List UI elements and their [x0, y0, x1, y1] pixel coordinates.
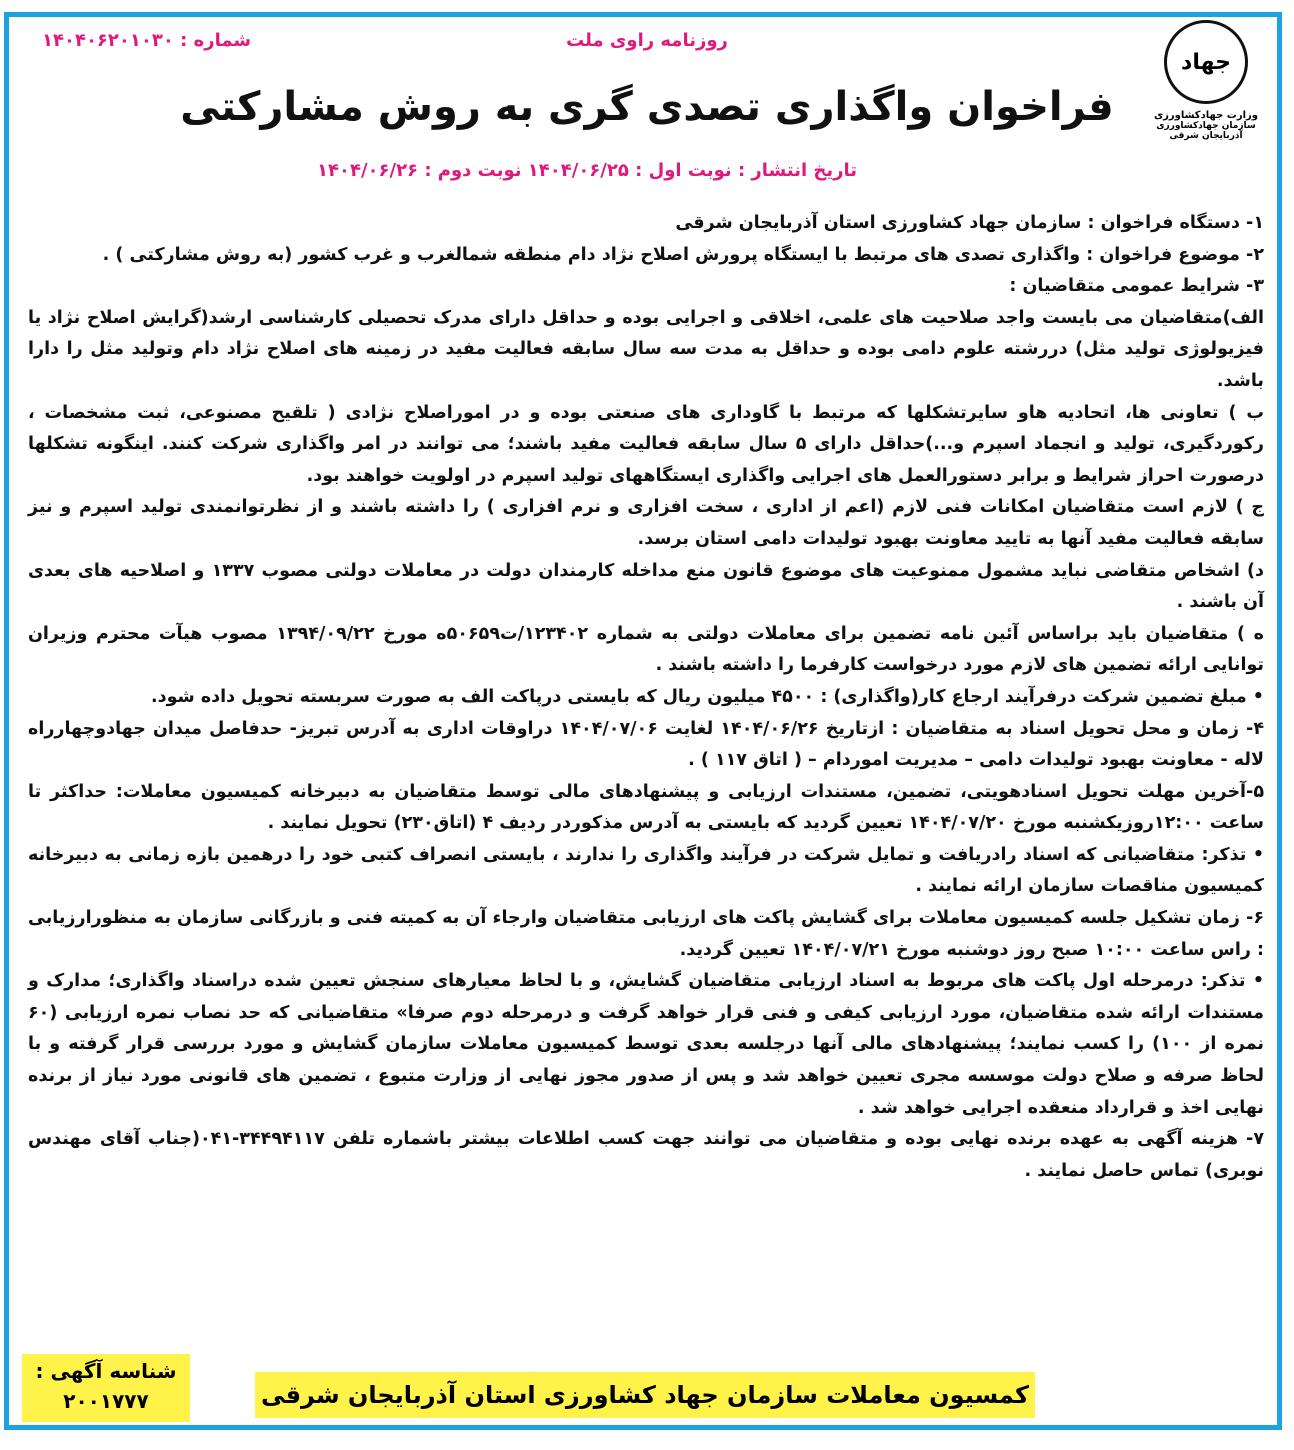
- ad-id-box: [22, 1354, 190, 1422]
- ad-id-label: شناسه آگهی :: [35, 1359, 177, 1383]
- paragraph: • مبلغ تضمین شرکت درفرآیند ارجاع کار(واگذاری) : ۴۵۰۰ میلیون ریال که بایستی درپاکت الف به صورت سربسته تحویل داده شود.: [150, 686, 1264, 707]
- paragraph: ۳- شرایط عمومی متقاضیان :: [1009, 276, 1264, 297]
- paragraph: • تذکر: متقاضیانی که اسناد رادریافت و تمایل شرکت در فرآیند واگذاری را ندارند ، بایستی انصراف کتبی خود را درهمین بازه زمانی به دبیرخانه کمیسیون مناقصات سازمان ارائه نمایند .: [28, 844, 1264, 897]
- paragraph: د) اشخاص متقاضی نباید مشمول ممنوعیت های موضوع قانون منع مداخله کارمندان دولت در معاملات دولتی مصوب ۱۳۳۷ و اصلاحیه های بعدی آن باشند .: [28, 560, 1265, 613]
- paragraph: ۷- هزینه آگهی به عهده برنده نهایی بوده و متقاضیان می توانند جهت کسب اطلاعات بیشتر باشماره تلفن ۳۴۴۹۴۱۱۷-۰۴۱(جناب آقای مهندس نوبری) تماس حاصل نمایند .: [28, 1129, 1265, 1181]
- announcement-body: [28, 208, 1264, 1187]
- paragraph: ۶- زمان تشکیل جلسه کمیسیون معاملات برای گشایش پاکت های ارزیابی متقاضیان وارجاء آن به کمیته فنی و بازرگانی سازمان به منظورارزیابی : راس ساعت ۱۰:۰۰ صبح روز دوشنبه مورخ ۱۴۰۴/۰۷/۲۱ تعیین گردید.: [28, 908, 1264, 960]
- paragraph: ۱- دستگاه فراخوان : سازمان جهاد کشاورزی استان آذربایجان شرقی: [675, 213, 1264, 233]
- publication-dates: تاریخ انتشار : نوبت اول : ۱۴۰۴/۰۶/۲۵ نوبت دوم : ۱۴۰۴/۰۶/۲۶: [317, 160, 857, 181]
- paragraph: ج ) لازم است متقاضیان امکانات فنی لازم (اعم از اداری ، سخت افزاری و نرم افزاری ) را داشته باشند و از نظرتوانمندی تولید اسپرم و نیز سابقه فعالیت مفید آنها به تایید معاونت بهبود تولیدات دامی استان برسد.: [28, 497, 1264, 549]
- page-title: فراخوان واگذاری تصدی گری به روش مشارکتی: [180, 84, 1114, 130]
- paragraph: الف)متقاضیان می بایست واجد صلاحیت های علمی، اخلاقی و اجرایی بوده و حداقل دارای مدرک تحصیلی کارشناسی ارشد(گرایش اصلاح نژاد یا فیزیولوژی تولید مثل) دررشته علوم دامی بوده و حداقل به مدت سه سال سابقه فعالیت مفید در زمینه های اصلاح نژاد دام وتولید مثل را دارا باشد.: [28, 307, 1264, 391]
- paragraph: ب ) تعاونی ها، اتحادیه هاو سایرتشکلها که مرتبط با گاوداری های صنعتی بوده و در اموراصلاح نژادی ( تلقیح مصنوعی، ثبت مشخصات ، رکوردگیری، تولید و انجماد اسپرم و...)حداقل دارای ۵ سال سابقه فعالیت مفید باشند؛ می توانند در امر واگذاری شرکت کنند. اینگونه تشکلها درصورت احراز شرایط و برابر دستورالعمل های اجرایی واگذاری ایستگاههای تولید اسپرم در اولویت خواهند بود.: [28, 402, 1264, 486]
- paragraph: ه ) متقاضیان باید براساس آئین نامه تضمین برای معاملات دولتی به شماره ۱۲۳۴۰۲/ت۵۰۶۵۹ه مورخ ۱۳۹۴/۰۹/۲۲ مصوب هیآت محترم وزیران توانایی ارائه تضمین های لازم مورد درخواست کارفرما را داشته باشند .: [28, 623, 1264, 676]
- newspaper-name: روزنامه راوی ملت: [566, 30, 728, 51]
- paragraph: ۲- موضوع فراخوان : واگذاری تصدی های مرتبط با ایستگاه پرورش اصلاح نژاد دام منطقه شمالغرب و غرب کشور (به روش مشارکتی ) .: [102, 244, 1264, 265]
- logo-organization-name: سازمان جهادکشاورزی آذربایجان شرقی: [1156, 121, 1256, 141]
- ad-number: [42, 30, 251, 51]
- paragraph: ۴- زمان و محل تحویل اسناد به متقاضیان : ازتاریخ ۱۴۰۴/۰۶/۲۶ لغایت ۱۴۰۴/۰۷/۰۶ دراوقات اداری به آدرس تبریز- حدفاصل میدان جهادوچهارراه لاله - معاونت بهبود تولیدات دامی – مدیریت اموردام – ( اتاق ۱۱۷ ) .: [28, 718, 1264, 771]
- paragraph: ۵-آخرین مهلت تحویل اسنادهویتی، تضمین، مستندات ارزیابی و پیشنهادهای مالی توسط متقاضیان به دبیرخانه کمیسیون معاملات: حداکثر تا ساعت ۱۲:۰۰روزیکشنبه مورخ ۱۴۰۴/۰۷/۲۰ تعیین گردید که بایستی به آدرس مذکوردر ردیف ۴ (اتاق۲۳۰) تحویل نمایند .: [28, 781, 1264, 834]
- logo-ministry-name: وزارت جهادکشاورزی: [1153, 110, 1259, 121]
- paragraph: • تذکر: درمرحله اول پاکت های مربوط به اسناد ارزیابی متقاضیان گشایش، و با لحاظ معیارهای سنجش تعیین شده دراسناد واگذاری؛ مدارک و مستندات ارائه شده متقاضیان، مورد ارزیابی کیفی و فنی قرار خواهد گرفت و درمرحله دوم صرفا» متقاضیانی که حد نصاب نمره ارزیابی (۶۰ نمره از ۱۰۰) را کسب نمایند؛ پیشنهادهای مالی آنها درجلسه بعدی توسط کمیسیون معاملات سازمان گشایش و مورد بررسی قرار گرفته و با لحاظ صرفه و صلاح دولت موسسه مجری تعیین خواهد شد و پس از صدور مجوز نهایی از وزارت متبوع ، تضمین های قانونی مورد نیاز از برنده نهایی اخذ و قرارداد منعقده اجرایی خواهد شد .: [28, 971, 1264, 1118]
- number-label: شماره :: [180, 30, 252, 51]
- ad-id-value: ۲۰۰۱۷۷۷: [63, 1389, 149, 1413]
- number-value: ۱۴۰۴۰۶۲۰۱۰۳۰: [42, 30, 174, 51]
- committee-banner: کمسیون معاملات سازمان جهاد کشاورزی استان آذربایجان شرقی: [255, 1372, 1035, 1418]
- jahad-seal-icon: جهاد: [1164, 20, 1248, 104]
